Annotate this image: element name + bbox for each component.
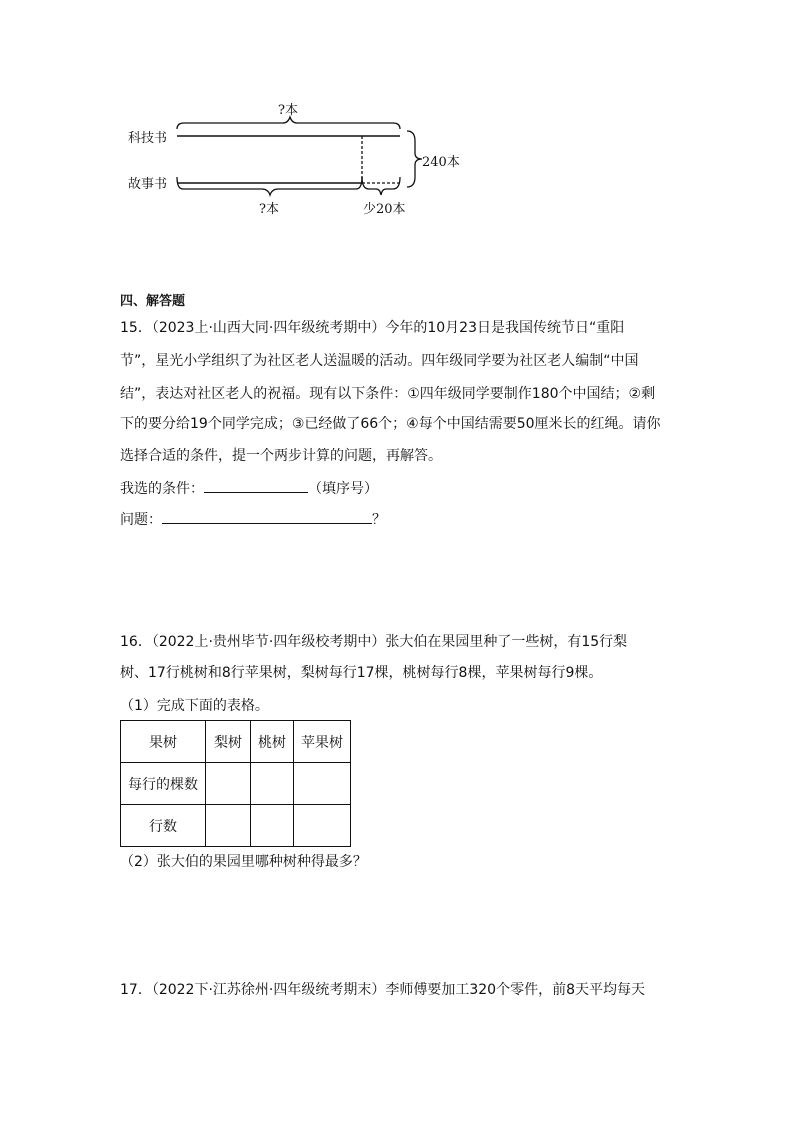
question-suffix: ？ xyxy=(372,512,386,528)
q16-sub-2: （2）张大伯的果园里哪种树种得最多？ xyxy=(120,854,367,870)
table-header-cell: 梨树 xyxy=(206,721,251,763)
q16-line-1: 16．（2022上·贵州毕节·四年级校考期中）张大伯在果园里种了一些树，有15行梨 xyxy=(120,634,628,650)
total-right-brace xyxy=(407,131,422,187)
line-diagram xyxy=(120,95,480,220)
fruit-table xyxy=(120,720,351,847)
answer-cell[interactable] xyxy=(206,805,251,847)
condition-blank[interactable] xyxy=(204,478,308,493)
story-book-label: 故事书 xyxy=(128,177,168,192)
bottom-question-label: ?本 xyxy=(259,202,279,217)
table-row xyxy=(121,763,351,805)
answer-cell[interactable] xyxy=(251,763,294,805)
tech-top-brace xyxy=(177,117,400,129)
table-header-cell: 苹果树 xyxy=(294,721,351,763)
q16-line-2: 树、17行桃树和8行苹果树，梨树每行17棵，桃树每行8棵，苹果树每行9棵。 xyxy=(120,665,603,681)
story-bottom-brace xyxy=(177,177,362,195)
section-heading: 四、解答题 xyxy=(120,294,186,309)
q15-condition-row xyxy=(120,478,378,499)
total-label: 240本 xyxy=(422,155,460,170)
question-blank[interactable] xyxy=(162,509,372,524)
row-label-row-count: 行数 xyxy=(121,805,206,847)
q16-sub-1: （1）完成下面的表格。 xyxy=(120,698,269,714)
condition-suffix: （填序号） xyxy=(308,481,378,497)
question-label: 问题： xyxy=(120,512,162,528)
q15-line-5: 选择合适的条件，提一个两步计算的问题，再解答。 xyxy=(120,448,442,464)
answer-cell[interactable] xyxy=(206,763,251,805)
diff-label: 少20本 xyxy=(363,202,406,217)
q15-line-2: 节”，星光小学组织了为社区老人送温暖的活动。四年级同学要为社区老人编制“中国 xyxy=(120,353,639,369)
q15-line-4: 下的要分给19个同学完成；③已经做了66个；④每个中国结需要50厘米长的红绳。请你 xyxy=(120,416,661,432)
answer-cell[interactable] xyxy=(294,805,351,847)
table-header-cell: 果树 xyxy=(121,721,206,763)
answer-cell[interactable] xyxy=(294,763,351,805)
table-row xyxy=(121,721,351,763)
q15-line-3: 结”，表达对社区老人的祝福。现有以下条件：①四年级同学要制作180个中国结；②剩 xyxy=(120,386,656,402)
table-header-cell: 桃树 xyxy=(251,721,294,763)
q15-question-row xyxy=(120,509,386,530)
table-row xyxy=(121,805,351,847)
diff-bottom-brace xyxy=(362,177,400,195)
row-label-per-row-count: 每行的棵数 xyxy=(121,763,206,805)
q15-line-1: 15．（2023上·山西大同·四年级统考期中）今年的10月23日是我国传统节日“重阳 xyxy=(120,320,625,336)
condition-label: 我选的条件： xyxy=(120,481,204,497)
tech-book-label: 科技书 xyxy=(128,131,168,146)
answer-cell[interactable] xyxy=(251,805,294,847)
q17-line-1: 17．（2022下·江苏徐州·四年级统考期末）李师傅要加工320个零件，前8天平均每天 xyxy=(120,982,645,998)
top-question-label: ?本 xyxy=(278,103,298,118)
